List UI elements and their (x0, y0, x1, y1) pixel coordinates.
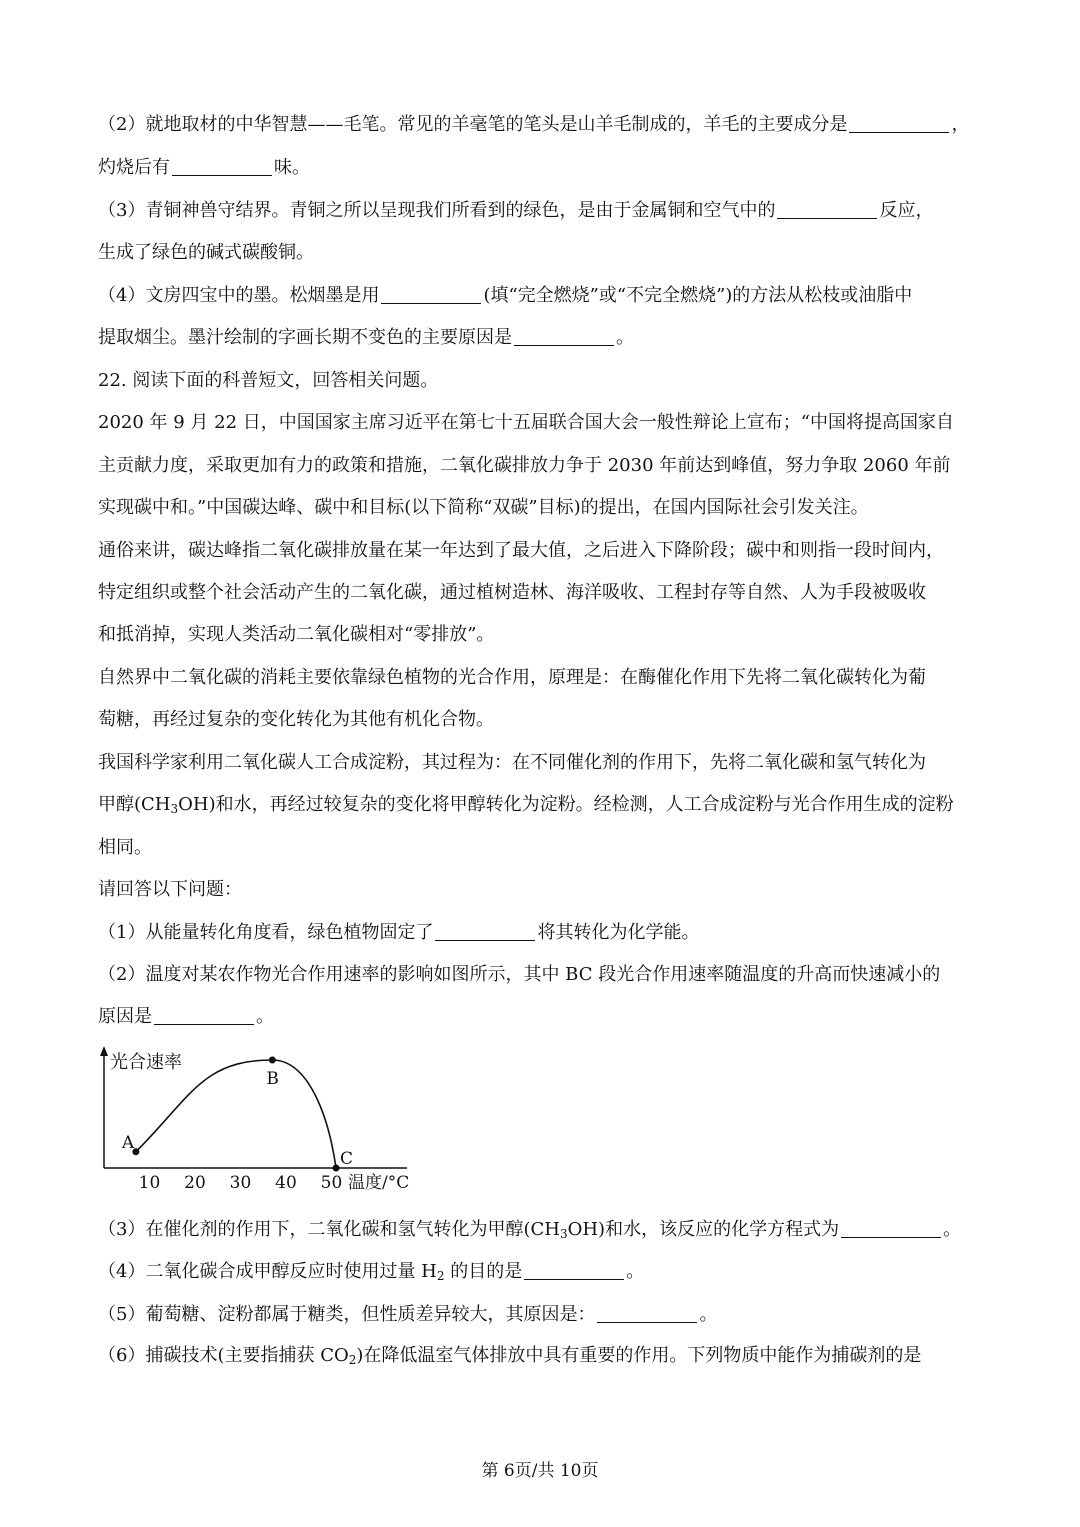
q22-sub6 (98, 1343, 988, 1369)
text: (填“完全燃烧”或“不完全燃烧”)的方法从松枝或油脂中 (483, 285, 913, 306)
point-label-b: B (266, 1069, 279, 1089)
point-label-c: C (340, 1149, 354, 1169)
q22-para2-line2: 特定组织或整个社会活动产生的二氧化碳，通过植树造林、海洋吸收、工程封存等自然、人为手段被吸收 (98, 582, 926, 603)
q22-para1-line1: 2020 年 9 月 22 日，中国国家主席习近平在第七十五届联合国大会一般性辩论上宣布；“中国将提高国家自 (98, 412, 954, 433)
answer-blank[interactable] (381, 285, 481, 304)
text: )在降低温室气体排放中具有重要的作用。下列物质中能作为捕碳剂的是 (356, 1345, 922, 1366)
answer-blank[interactable] (524, 1261, 624, 1280)
subscript: 3 (559, 1227, 568, 1241)
x-tick-label: 10 (138, 1173, 161, 1193)
point-b (269, 1057, 276, 1064)
answer-blank[interactable] (777, 200, 877, 219)
q22-para4-line2 (98, 792, 988, 818)
x-tick-label: 40 (275, 1173, 297, 1193)
text: 灼烧后有 (98, 157, 170, 178)
rate-curve (136, 1060, 336, 1168)
subscript: 2 (436, 1269, 445, 1283)
answer-blank[interactable] (841, 1219, 941, 1238)
text: （6）捕碳技术(主要指捕获 CO (98, 1345, 349, 1366)
q22-ask: 请回答以下问题： (98, 879, 242, 900)
q22-sub5 (98, 1302, 988, 1328)
y-axis-label: 光合速率 (110, 1052, 182, 1073)
answer-blank[interactable] (154, 1006, 254, 1025)
q22-sub4 (98, 1259, 988, 1285)
photosynthesis-rate-chart (92, 1040, 422, 1195)
q21-part4-line1 (98, 283, 988, 309)
answer-blank[interactable] (435, 922, 535, 941)
q22-heading: 22. 阅读下面的科普短文，回答相关问题。 (98, 370, 439, 391)
answer-blank[interactable] (849, 114, 949, 133)
text: （1）从能量转化角度看，绿色植物固定了 (98, 922, 434, 943)
text: （2）就地取材的中华智慧——毛笔。常见的羊毫笔的笔头是山羊毛制成的，羊毛的主要成分是 (98, 114, 848, 135)
point-label-a: A (121, 1132, 135, 1153)
text: 的目的是 (444, 1261, 523, 1282)
x-axis-label: 温度/°C (348, 1173, 410, 1193)
text: （3）青铜神兽守结界。青铜之所以呈现我们所看到的绿色，是由于金属铜和空气中的 (98, 200, 776, 221)
point-c (333, 1165, 340, 1172)
text: 原因是 (98, 1006, 152, 1027)
curve-points (121, 1057, 353, 1172)
answer-blank[interactable] (514, 327, 614, 346)
y-axis-arrow (100, 1046, 108, 1056)
page-footer: 第 6页/共 10页 (481, 1461, 599, 1481)
q22-sub1 (98, 920, 988, 946)
q22-para4-line1: 我国科学家利用二氧化碳人工合成淀粉，其过程为：在不同催化剂的作用下，先将二氧化碳和氢气转化为 (98, 752, 926, 773)
q22-para3-line2: 萄糖，再经过复杂的变化转化为其他有机化合物。 (98, 709, 494, 730)
q22-para2-line1: 通俗来讲，碳达峰指二氧化碳排放量在某一年达到了最大值，之后进入下降阶段；碳中和则指一段时间内， (98, 540, 944, 561)
q22-sub2-line1: （2）温度对某农作物光合作用速率的影响如图所示，其中 BC 段光合作用速率随温度的升高而快速减小的 (98, 964, 941, 985)
text: 。 (616, 327, 634, 348)
q22-para4-line3: 相同。 (98, 837, 152, 858)
text: （5）葡萄糖、淀粉都属于糖类，但性质差异较大，其原因是： (98, 1304, 596, 1325)
q22-para1-line2: 主贡献力度，采取更加有力的政策和措施，二氧化碳排放力争于 2030 年前达到峰值，努力争取 2060 年前 (98, 455, 951, 476)
text: （4）二氧化碳合成甲醇反应时使用过量 H (98, 1261, 437, 1282)
q22-sub3 (98, 1217, 988, 1243)
q22-para3-line1: 自然界中二氧化碳的消耗主要依靠绿色植物的光合作用，原理是：在酶催化作用下先将二氧化碳转化为葡 (98, 667, 926, 688)
text: 味。 (274, 157, 310, 178)
q22-para1-line3: 实现碳中和。”中国碳达峰、碳中和目标(以下简称“双碳”目标)的提出，在国内国际社会引发关注。 (98, 497, 869, 518)
text: （4）文房四宝中的墨。松烟墨是用 (98, 285, 380, 306)
text: 甲醇(CH (98, 794, 171, 815)
x-tick-label: 20 (184, 1173, 206, 1193)
q22-para2-line3: 和抵消掉，实现人类活动二氧化碳相对“零排放”。 (98, 624, 495, 645)
text: 。 (256, 1006, 274, 1027)
answer-blank[interactable] (172, 157, 272, 176)
q22-sub2-line2 (98, 1004, 988, 1030)
text: 反应， (879, 200, 934, 221)
q21-part2-line1 (98, 112, 988, 138)
text: 。 (699, 1304, 718, 1325)
text: 将其转化为化学能。 (537, 922, 700, 943)
text: OH)和水，该反应的化学方程式为 (567, 1219, 840, 1240)
answer-blank[interactable] (597, 1304, 697, 1323)
text: ， (951, 114, 970, 135)
x-tick-labels (139, 1173, 343, 1193)
x-tick-label: 50 (320, 1173, 343, 1193)
text: 。 (943, 1219, 962, 1240)
q21-part3-line2: 生成了绿色的碱式碳酸铜。 (98, 242, 314, 263)
subscript: 3 (170, 802, 179, 816)
text: OH)和水，再经过较复杂的变化将甲醇转化为淀粉。经检测，人工合成淀粉与光合作用生成的淀粉 (178, 794, 954, 815)
q21-part4-line2 (98, 325, 988, 351)
text: （3）在催化剂的作用下，二氧化碳和氢气转化为甲醇(CH (98, 1219, 560, 1240)
subscript: 2 (348, 1353, 357, 1367)
q21-part2-line2 (98, 155, 988, 181)
text: 提取烟尘。墨汁绘制的字画长期不变色的主要原因是 (98, 327, 512, 348)
text: 。 (626, 1261, 645, 1282)
x-tick-label: 30 (229, 1173, 252, 1193)
q21-part3-line1 (98, 198, 988, 224)
